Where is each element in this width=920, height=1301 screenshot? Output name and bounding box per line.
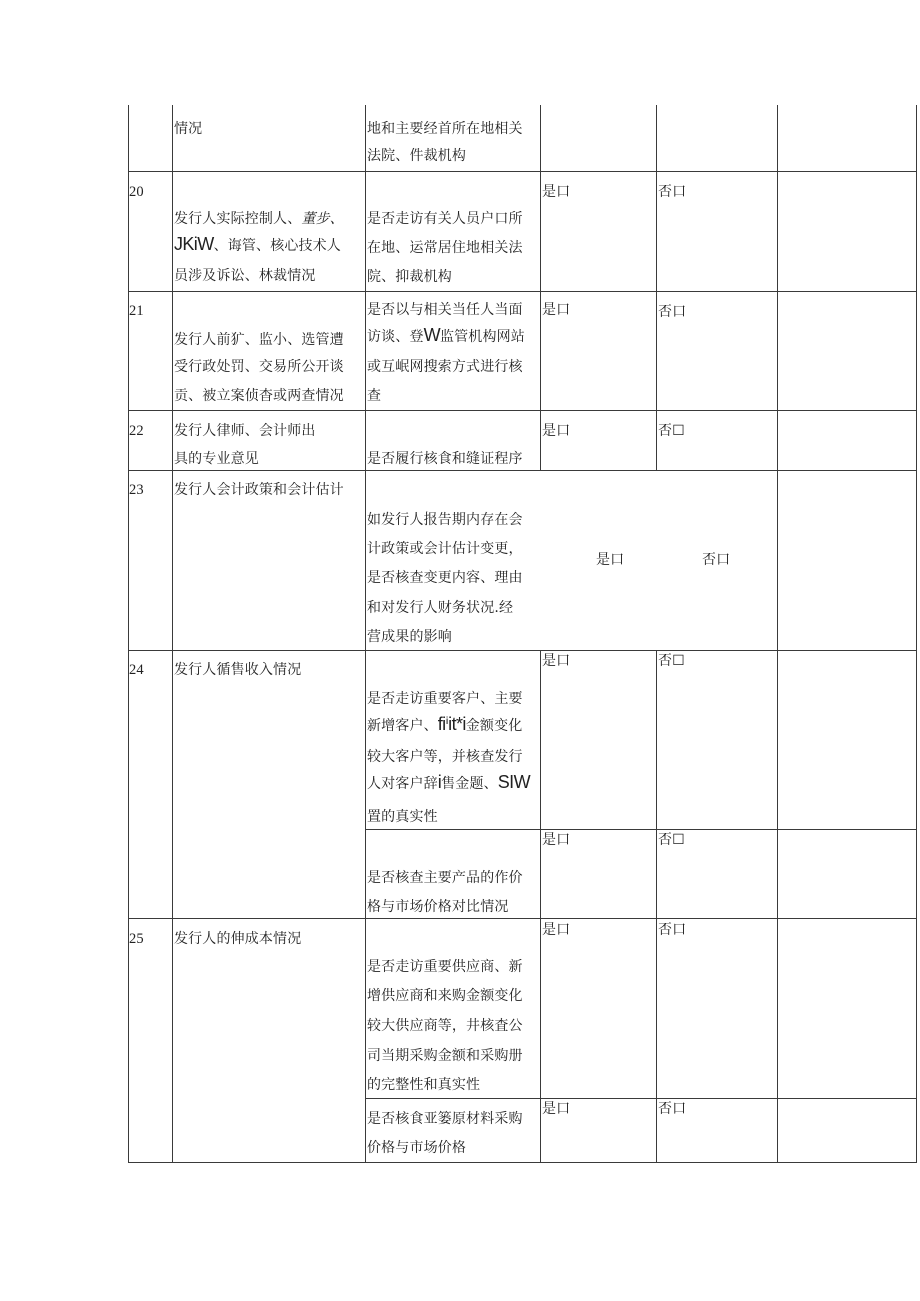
procedure-text-part: 访谈、登 [367,329,424,345]
no-checkbox[interactable]: 否口 [658,304,687,320]
item-text-part: 发行人实际控制人、 [174,211,302,227]
procedure-text: 是否履行核食和缝证程序 [367,451,523,467]
verification-table [128,105,917,1163]
procedure-text: 查 [367,388,382,404]
column-divider [365,105,366,1163]
procedure-text: 价格与市场价格 [367,1140,467,1156]
row-divider [128,291,917,292]
procedure-text: 如发行人报告期内存在会 [367,512,523,528]
no-checkbox[interactable]: 否口 [702,552,731,568]
procedure-text: 是否走访有关人员户口所 [367,211,523,227]
item-text: 发行人循售收入情况 [174,662,302,678]
item-text-part: 、诲管、核心技术人 [213,238,341,254]
procedure-text-part: 金额变化 [465,718,523,734]
item-text: 员涉及诉讼、林裁情况 [174,268,316,284]
item-text [174,235,341,258]
procedure-text: 较大客户等，并核查发行 [367,749,523,765]
row-number: 22 [129,423,144,439]
row-number: 25 [129,931,144,947]
procedure-text: 司当期采购金额和采购册 [367,1048,523,1064]
column-divider [540,105,541,470]
row-divider [128,918,917,919]
handwritten-fragment: fiⁱit*i [437,714,466,734]
procedure-text: 是否走访重要供应商、新 [367,959,523,975]
procedure-text: 格与市场价格对比情况 [367,899,509,915]
handwritten-fragment: JKiW [174,234,214,254]
yes-checkbox[interactable]: 是口 [542,423,571,439]
handwritten-fragment: SIW [497,772,530,792]
procedure-text: 是否走访重要客户、主要 [367,691,523,707]
procedure-text: 是否以与相关当任人当面 [367,302,523,318]
row-divider [365,1098,917,1099]
row-number: 23 [129,482,144,498]
yes-checkbox[interactable]: 是口 [542,1101,571,1117]
column-divider [172,105,173,1163]
yes-checkbox[interactable]: 是口 [542,184,571,200]
item-text: 受行政处罚、交易所公开谈 [174,359,344,375]
procedure-text: 的完整性和真实性 [367,1077,481,1093]
column-divider [540,650,541,1163]
row-divider [128,410,917,411]
row-number: 24 [129,662,144,678]
no-checkbox[interactable]: 否☐ [658,832,685,848]
column-divider [656,650,657,1163]
procedure-text: 是否核查主要产品的作价 [367,870,523,886]
no-checkbox[interactable]: 否口 [658,184,687,200]
item-text-part: 董步、 [301,211,344,227]
procedure-text [367,715,522,738]
item-text: 发行人律师、会计师出 [174,423,316,439]
yes-checkbox[interactable]: 是口 [542,832,571,848]
item-text: 发行人会计政策和会计估计 [174,482,344,498]
procedure-text-part: 人对客户辞 [367,776,438,792]
column-divider [777,105,778,1163]
yes-checkbox[interactable]: 是口 [542,922,571,938]
procedure-text: 是否核食亚篓原材料采购 [367,1111,523,1127]
procedure-text: 是否核查变更内容、理由 [367,570,523,586]
procedure-text-part: 新增客户、 [367,718,438,734]
row-number: 21 [129,303,144,319]
column-divider [656,105,657,470]
procedure-text [367,326,525,349]
row-number: 20 [129,184,144,200]
procedure-text-part: 监管机构网站 [440,329,525,345]
item-text [174,208,344,231]
item-text: 具的专业意见 [174,451,259,467]
yes-checkbox[interactable]: 是口 [542,653,571,669]
procedure-text: 或互岷网搜索方式进行核 [367,359,523,375]
table-border-left [128,105,129,1163]
procedure-text: 和对发行人财务状况.经 [367,600,514,616]
handwritten-fragment: i [437,772,442,792]
yes-checkbox[interactable]: 是口 [542,302,571,318]
procedure-text: 较大供应商等，井核査公 [367,1018,523,1034]
procedure-text: 营成果的影响 [367,629,452,645]
procedure-text: 增供应商和来购金额变化 [367,988,523,1004]
yes-checkbox[interactable]: 是口 [596,552,625,568]
table-border-bottom [128,1162,917,1163]
procedure-text: 地和主要经首所在地相关 [367,121,523,137]
procedure-text: 置的真实性 [367,809,438,825]
procedure-text: 计政策或会计估计变更， [367,541,523,557]
procedure-text: 院、抑裁机构 [367,269,452,285]
row-divider [128,650,917,651]
procedure-text: 在地、运常居住地相关法 [367,240,523,256]
row-divider [128,171,917,172]
row-divider [365,829,917,830]
no-checkbox[interactable]: 否☐ [658,653,685,669]
item-text: 发行人前犷、监小、选管遭 [174,332,344,348]
handwritten-fragment: W [423,325,440,345]
item-text: 情况 [174,121,203,137]
table-border-right [916,105,917,1163]
no-checkbox[interactable]: 否☐ [658,423,685,439]
no-checkbox[interactable]: 否口 [658,922,687,938]
item-text: 贡、被立案侦杳或两查情况 [174,388,344,404]
procedure-text-part: 售金题、 [441,776,498,792]
procedure-text: 法院、件裁机构 [367,148,467,164]
no-checkbox[interactable]: 否口 [658,1101,687,1117]
procedure-text [367,773,530,796]
item-text: 发行人的伸成本情况 [174,931,302,947]
